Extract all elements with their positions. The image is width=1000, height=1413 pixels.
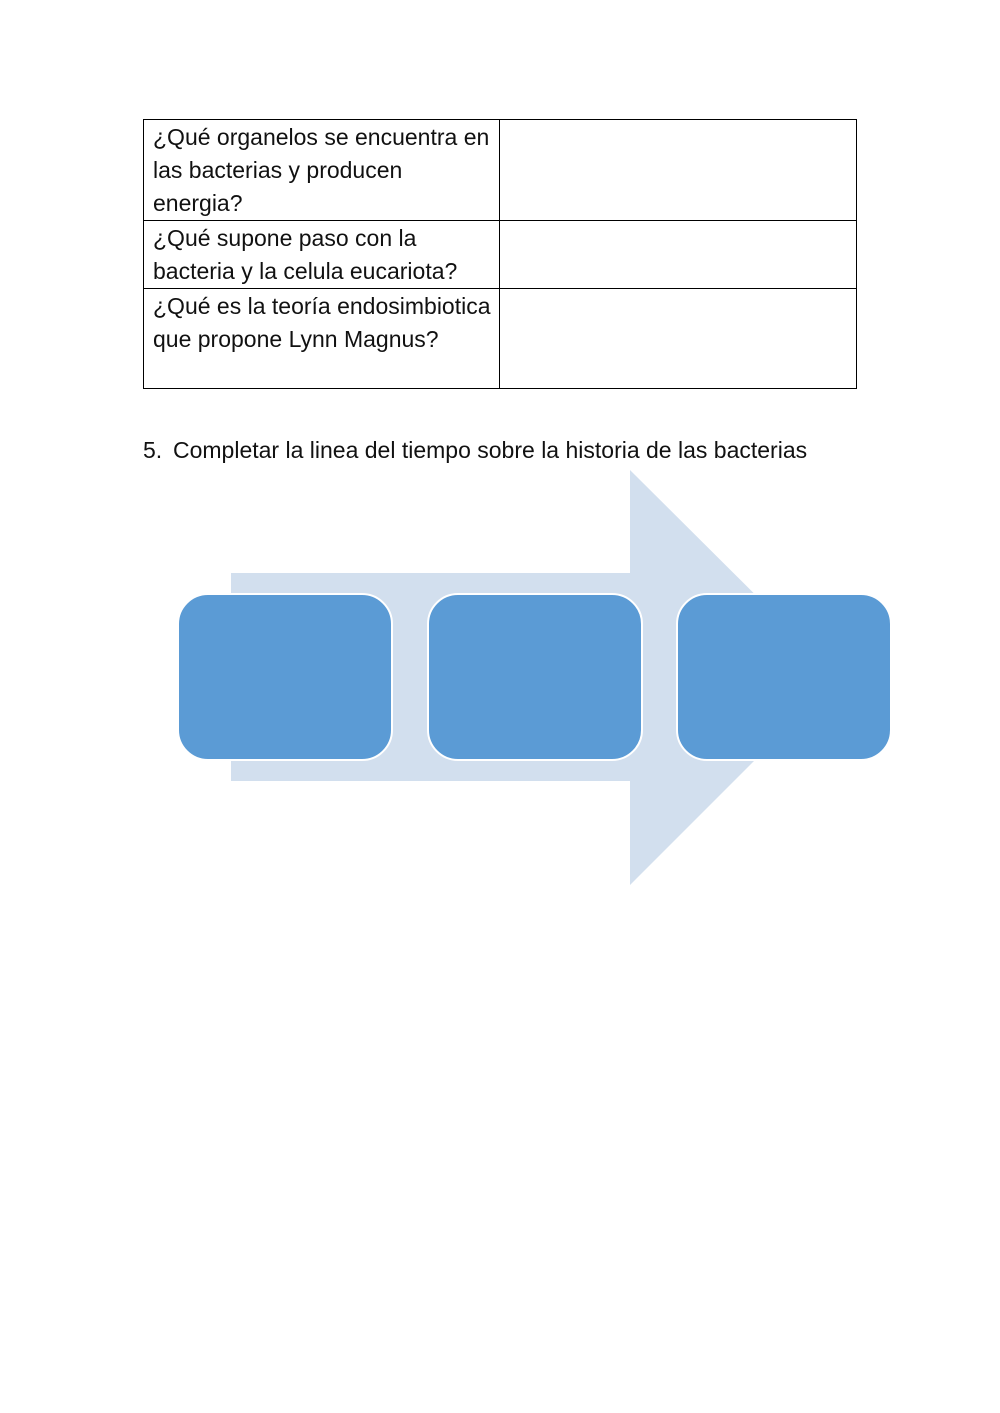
timeline-box-1[interactable] [178, 594, 392, 760]
question-cell: ¿Qué organelos se encuentra en las bacterias y producen energia? [144, 120, 500, 221]
question-cell: ¿Qué es la teoría endosimbiotica que propone Lynn Magnus? [144, 289, 500, 389]
timeline-box-2[interactable] [428, 594, 642, 760]
question-number: 5. [143, 437, 163, 463]
question-cell: ¿Qué supone paso con la bacteria y la celula eucariota? [144, 221, 500, 289]
timeline-box-3[interactable] [677, 594, 891, 760]
question-text: Completar la linea del tiempo sobre la historia de las bacterias [173, 437, 808, 463]
